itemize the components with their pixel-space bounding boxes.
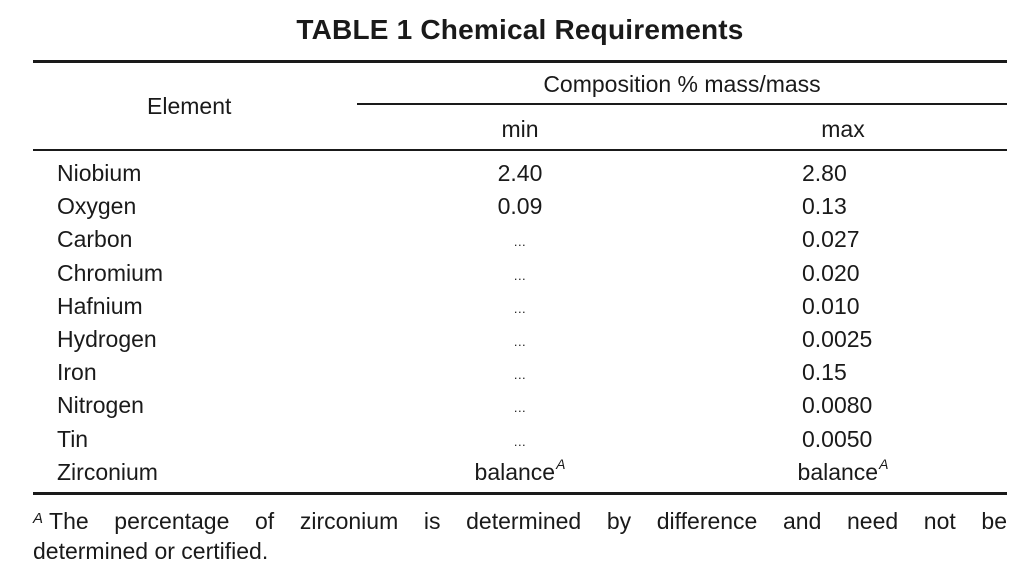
document [33,0,1007,576]
table-row [33,424,1007,457]
table-row [33,390,1007,423]
element-cell: Tin [57,425,89,452]
min-cell [445,426,595,453]
ellipsis-mark: ... [513,367,527,383]
min-cell: 2.40 [497,160,543,186]
min-cell [445,326,595,353]
min-cell [445,455,595,486]
max-cell: 0.0080 [802,392,873,419]
max-cell: 0.13 [802,193,847,220]
element-cell: Oxygen [57,193,137,220]
footnote-ref: A [556,455,566,472]
max-cell: 0.010 [802,292,860,319]
table-footnote [33,506,1007,566]
header-rule [33,149,1007,151]
max-cell: 0.15 [802,359,847,386]
element-cell: Hydrogen [57,325,157,352]
table-row [33,158,1007,191]
footnote-text-1: The percentage of zirconium is determined by difference and need not be [49,508,1007,534]
min-cell [445,293,595,320]
min-cell [445,392,595,419]
min-cell [445,226,595,253]
top-rule [33,60,1007,63]
balance-text: balance [797,458,879,485]
table-row [33,224,1007,257]
max-cell: 2.80 [802,160,847,186]
max-cell: 0.027 [802,226,860,253]
ellipsis-mark: ... [513,333,527,349]
min-cell [445,260,595,287]
element-cell: Zirconium [57,458,158,485]
ellipsis-mark: ... [513,400,527,416]
header-max: max [821,116,865,142]
element-cell: Chromium [57,259,164,286]
footnote-mark: A [33,510,44,527]
table-row [33,324,1007,357]
max-cell: 0.0025 [802,325,873,352]
element-cell: Nitrogen [57,392,144,419]
table-title: TABLE 1 Chemical Requirements [296,14,744,45]
max-cell [778,455,908,486]
table-row [33,191,1007,224]
ellipsis-mark: ... [513,433,527,449]
bottom-rule [33,492,1007,495]
table-row [33,457,1007,490]
max-cell: 0.020 [802,259,860,286]
footnote-line-1 [33,506,1007,536]
header-element: Element [147,93,232,119]
element-cell: Niobium [57,160,142,186]
element-cell: Carbon [57,226,133,253]
header-min: min [501,116,539,142]
ellipsis-mark: ... [513,300,527,316]
ellipsis-mark: ... [513,267,527,283]
table-row [33,357,1007,390]
header-composition: Composition % mass/mass [543,71,821,97]
min-cell [445,359,595,386]
max-cell: 0.0050 [802,425,873,452]
footnote-line-2: determined or certified. [33,538,269,564]
ellipsis-mark: ... [513,234,527,250]
table-body [33,158,1007,490]
table-row [33,258,1007,291]
group-rule [357,103,1007,105]
element-cell: Iron [57,359,97,386]
table-row [33,291,1007,324]
balance-text: balance [474,458,556,485]
min-cell: 0.09 [497,193,543,220]
footnote-ref: A [879,455,889,472]
element-cell: Hafnium [57,292,143,319]
